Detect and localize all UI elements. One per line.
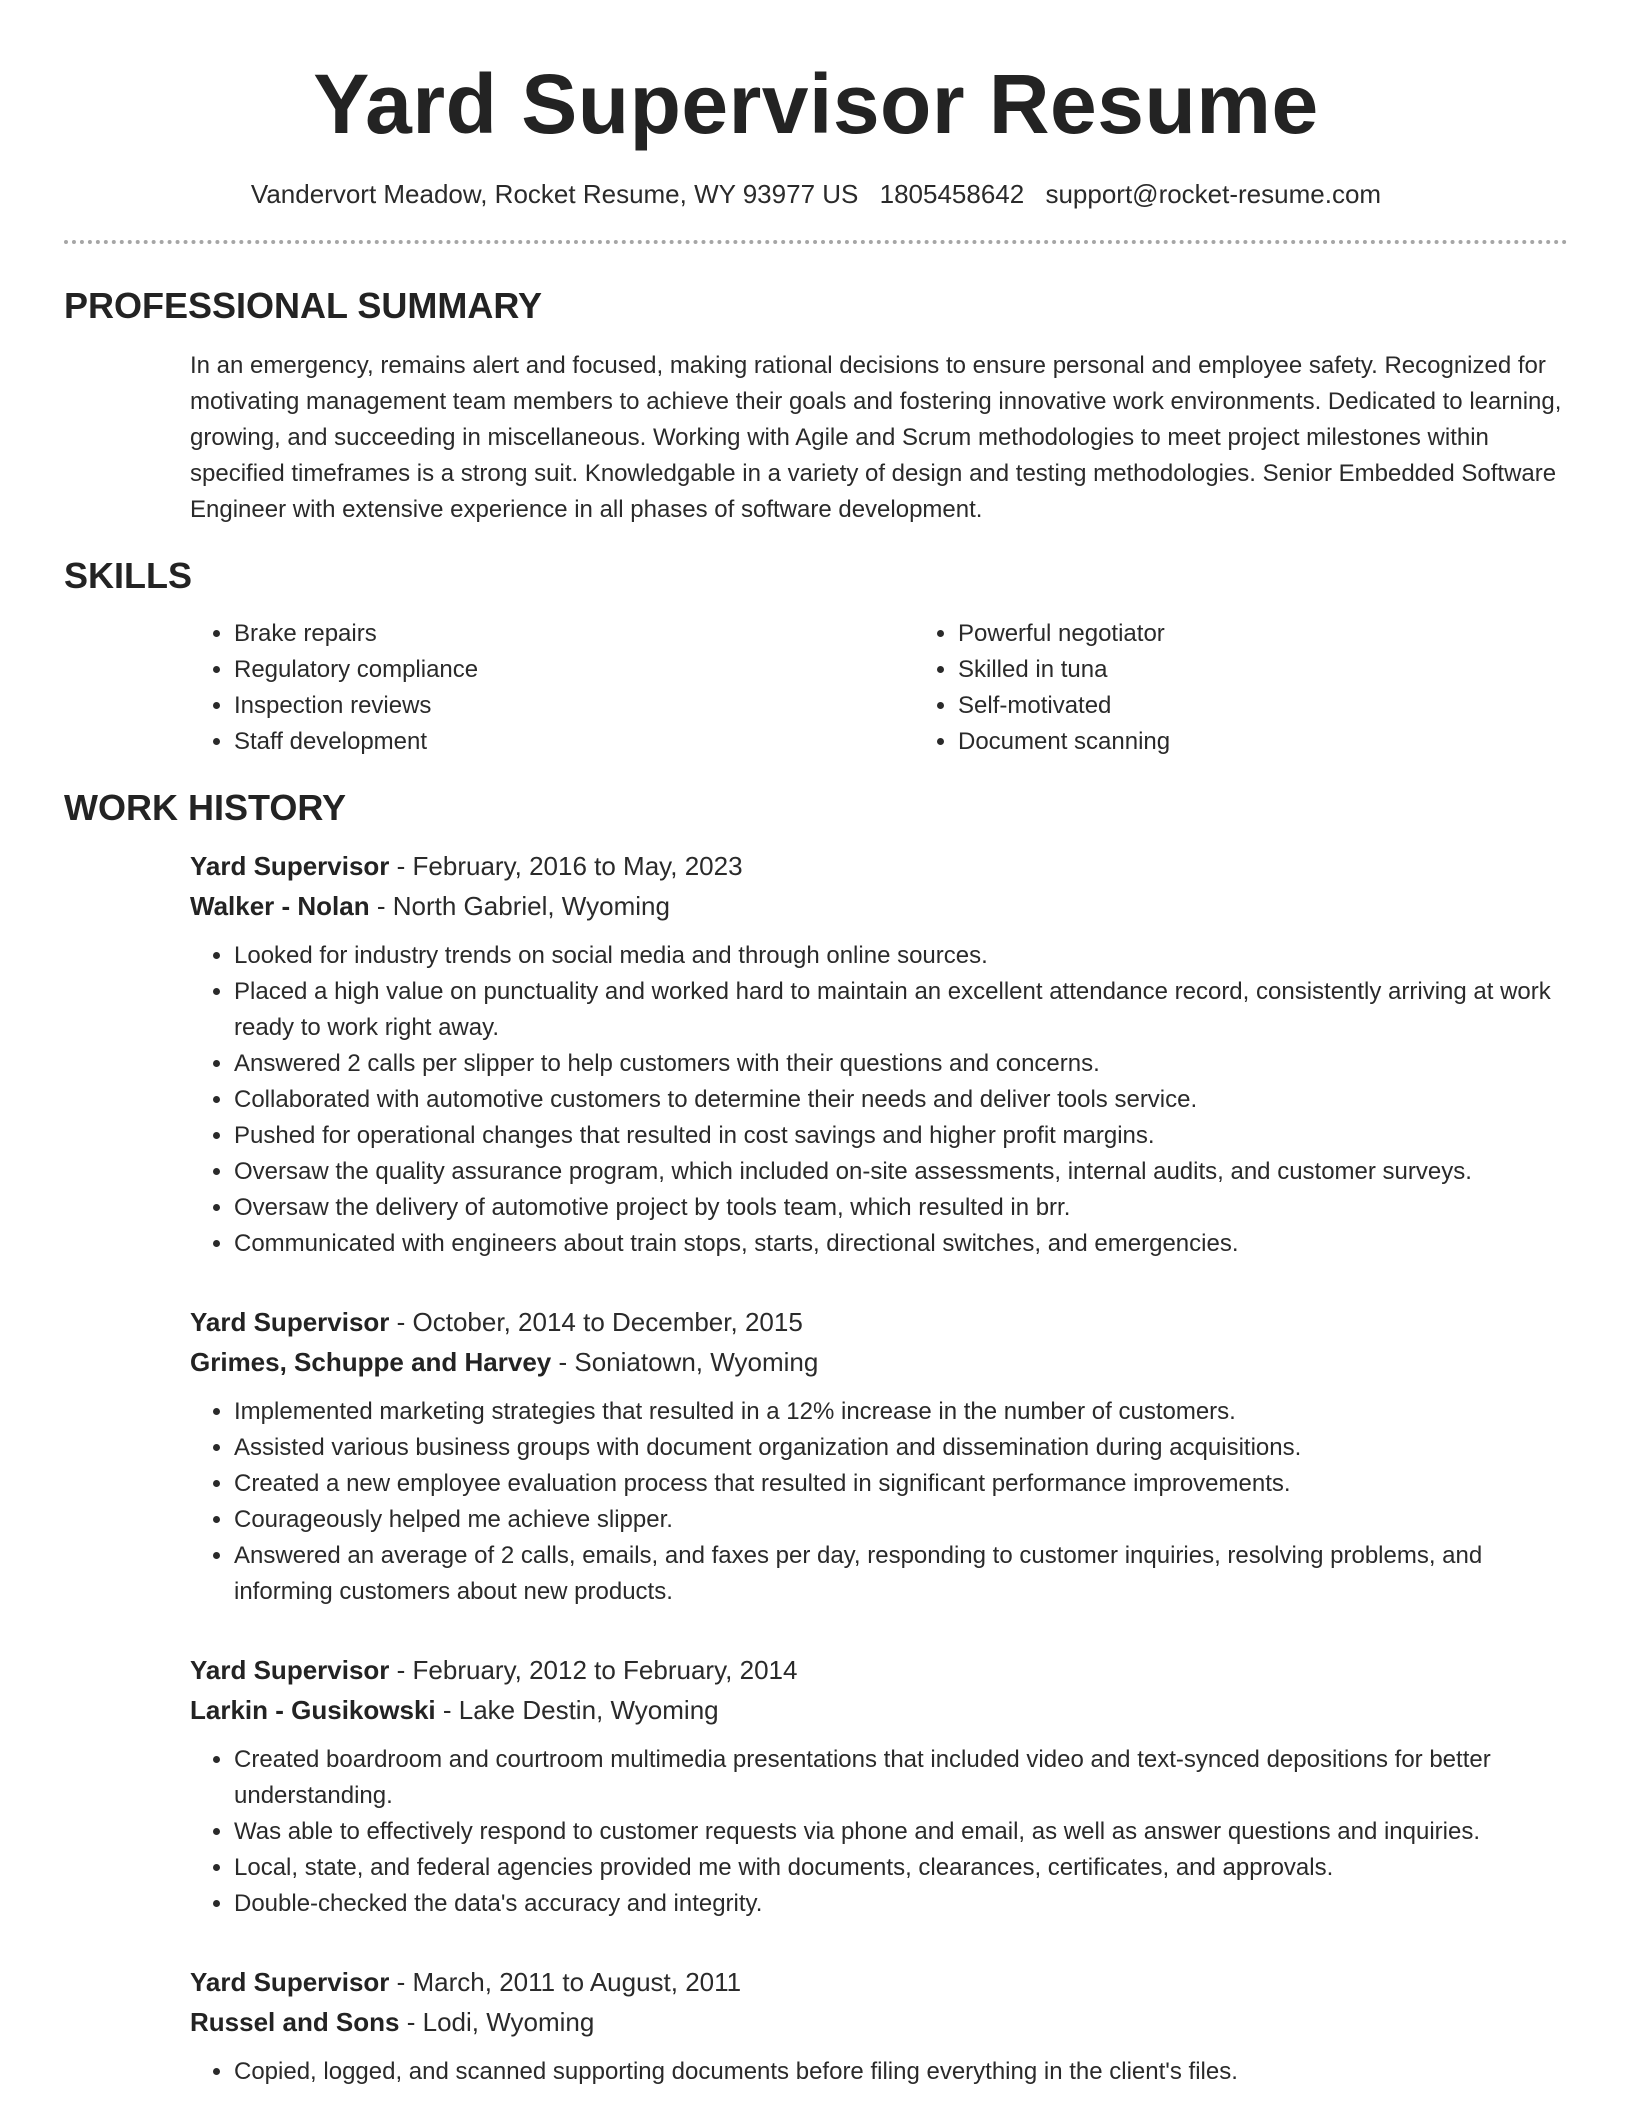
job-title-line: [190, 1302, 1568, 1342]
skill-item: • Regulatory compliance: [234, 652, 914, 688]
skills-column-left: [190, 616, 914, 760]
job-company-line: [190, 1690, 1568, 1730]
job-company: Grimes, Schuppe and Harvey: [190, 1347, 552, 1377]
job-duty-item: • Oversaw the delivery of automotive project by tools team, which resulted in brr.: [234, 1190, 1568, 1226]
job-duty-item: • Local, state, and federal agencies provided me with documents, clearances, certificates, and approvals.: [234, 1850, 1568, 1886]
contact-phone: 1805458642: [879, 179, 1025, 209]
job-location: - Lodi, Wyoming: [399, 2007, 595, 2037]
job-title-line: [190, 846, 1568, 886]
job-title: Yard Supervisor: [190, 1967, 390, 1997]
job-dates: - February, 2016 to May, 2023: [389, 851, 743, 881]
job-duty-item: • Collaborated with automotive customers to determine their needs and deliver tools service.: [234, 1082, 1568, 1118]
job-company: Walker - Nolan: [190, 891, 370, 921]
job-dates: - October, 2014 to December, 2015: [389, 1307, 803, 1337]
job-company-line: [190, 886, 1568, 926]
job-duty-item: • Double-checked the data's accuracy and integrity.: [234, 1886, 1568, 1922]
job-dates: - March, 2011 to August, 2011: [389, 1967, 742, 1997]
job-duties: [190, 2054, 1568, 2090]
job-duty-item: • Pushed for operational changes that resulted in cost savings and higher profit margins.: [234, 1118, 1568, 1154]
job-duty-item: • Assisted various business groups with document organization and dissemination during acquisitions.: [234, 1430, 1568, 1466]
job-entry: [64, 1302, 1568, 1610]
job-entry: [64, 846, 1568, 1262]
skill-item: • Document scanning: [958, 724, 1170, 760]
job-title: Yard Supervisor: [190, 851, 390, 881]
job-entry: [64, 1650, 1568, 1922]
contact-line: [64, 176, 1568, 212]
job-dates: - February, 2012 to February, 2014: [389, 1655, 798, 1685]
job-title: Yard Supervisor: [190, 1655, 390, 1685]
summary-text: In an emergency, remains alert and focused, making rational decisions to ensure personal and employee safety. Recognized for motivating management team members to achieve their goals and fostering innovative work environments. Dedicated to learning, growing, and succeeding in miscellaneous. Working with Agile and Scrum methodologies to meet project milestones within specified timeframes is a strong suit. Knowledgable in a variety of design and testing methodologies. Senior Embedded Software Engineer with extensive experience in all phases of software development.: [190, 352, 1562, 523]
contact-address: Vandervort Meadow, Rocket Resume, WY 93977 US: [250, 179, 859, 209]
skill-item: • Brake repairs: [234, 616, 914, 652]
skill-item: • Self-motivated: [958, 688, 1170, 724]
job-duty-item: • Created boardroom and courtroom multimedia presentations that included video and text-synced depositions for better understanding.: [234, 1742, 1568, 1814]
job-company: Russel and Sons: [190, 2007, 400, 2037]
skills-list: [64, 616, 1568, 760]
resume-page: [64, 0, 1568, 2090]
job-duty-item: • Courageously helped me achieve slipper.: [234, 1502, 1568, 1538]
job-duties: [190, 1394, 1568, 1610]
job-entry: [64, 1962, 1568, 2090]
job-title: Yard Supervisor: [190, 1307, 390, 1337]
job-duty-item: • Looked for industry trends on social media and through online sources.: [234, 938, 1568, 974]
job-location: - North Gabriel, Wyoming: [369, 891, 670, 921]
job-duties: [190, 1742, 1568, 1922]
skill-item: • Staff development: [234, 724, 914, 760]
header-divider: [64, 240, 1568, 244]
job-duty-item: • Oversaw the quality assurance program, which included on-site assessments, internal audits, and customer surveys.: [234, 1154, 1568, 1190]
job-duty-item: • Communicated with engineers about train stops, starts, directional switches, and emergencies.: [234, 1226, 1568, 1262]
job-company-line: [190, 1342, 1568, 1382]
job-company-line: [190, 2002, 1568, 2042]
work-history-heading: WORK HISTORY: [64, 787, 347, 828]
skill-item: • Inspection reviews: [234, 688, 914, 724]
job-location: - Soniatown, Wyoming: [551, 1347, 819, 1377]
skill-item: • Skilled in tuna: [958, 652, 1170, 688]
job-company: Larkin - Gusikowski: [190, 1695, 436, 1725]
job-duty-item: • Was able to effectively respond to customer requests via phone and email, as well as answer questions and inquiries.: [234, 1814, 1568, 1850]
skills-column-right: [914, 616, 1170, 760]
contact-email: support@rocket-resume.com: [1045, 179, 1382, 209]
job-location: - Lake Destin, Wyoming: [435, 1695, 719, 1725]
page-title: Yard Supervisor Resume: [313, 57, 1319, 151]
summary-heading: PROFESSIONAL SUMMARY: [64, 285, 543, 326]
skill-item: • Powerful negotiator: [958, 616, 1170, 652]
job-title-line: [190, 1962, 1568, 2002]
job-duties: [190, 938, 1568, 1262]
job-duty-item: • Implemented marketing strategies that resulted in a 12% increase in the number of customers.: [234, 1394, 1568, 1430]
job-duty-item: • Copied, logged, and scanned supporting documents before filing everything in the client's files.: [234, 2054, 1568, 2090]
job-duty-item: • Placed a high value on punctuality and worked hard to maintain an excellent attendance record, consistently arriving at work ready to work right away.: [234, 974, 1568, 1046]
job-duty-item: • Answered 2 calls per slipper to help customers with their questions and concerns.: [234, 1046, 1568, 1082]
job-title-line: [190, 1650, 1568, 1690]
skills-heading: SKILLS: [64, 555, 193, 596]
job-duty-item: • Answered an average of 2 calls, emails, and faxes per day, responding to customer inquiries, resolving problems, and informing customers about new products.: [234, 1538, 1568, 1610]
job-duty-item: • Created a new employee evaluation process that resulted in significant performance improvements.: [234, 1466, 1568, 1502]
